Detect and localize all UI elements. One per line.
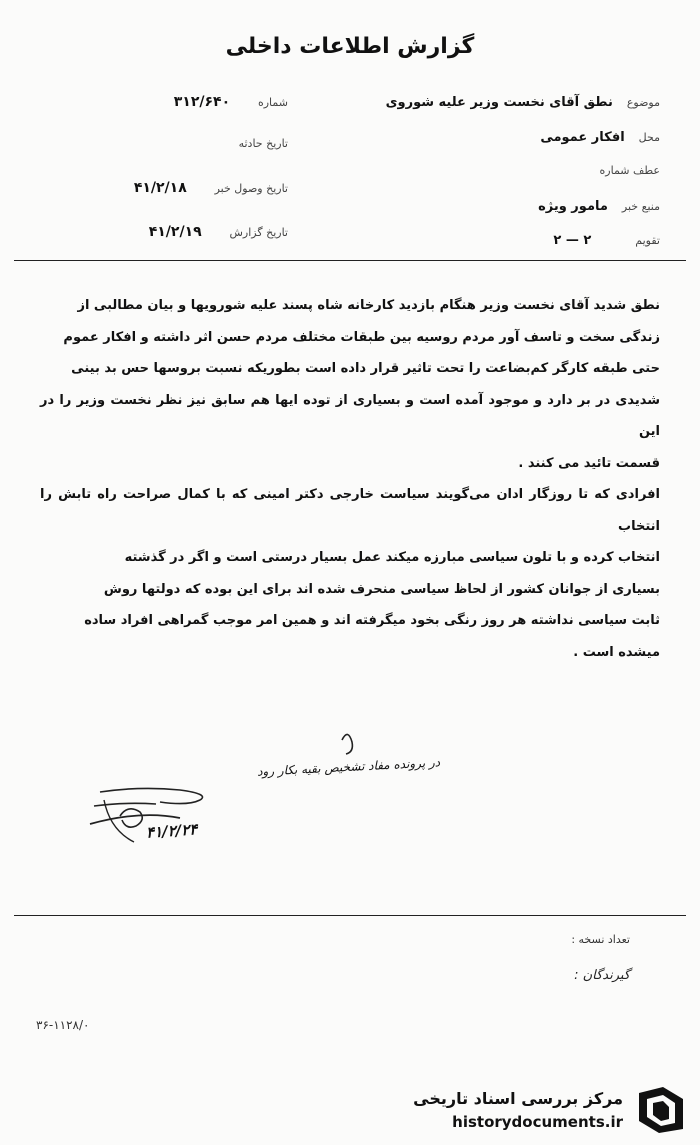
annotation-text: در پرونده مفاد تشخیص بقیه بکار رود — [256, 755, 441, 779]
logo-url: historydocuments.ir — [452, 1113, 623, 1131]
logo-title: مرکز بررسی اسناد تاریخی — [413, 1089, 623, 1108]
document-number: ۳۶-۱۱۲۸/۰ — [36, 1018, 90, 1032]
number-value: ۳۱۲/۶۴۰ — [173, 94, 231, 110]
body-line: شدیدی در بر دارد و موجود آمده است و بسیاری از توده ایها هم سابق نیز نظر نخست وزیر را در این — [40, 392, 660, 439]
logo-mark-icon — [633, 1085, 689, 1135]
place-value: افکار عمومی — [540, 130, 625, 145]
body-line: حتی طبقه کارگر کم‌بضاعت را تحت تاثیر قرار داده است بطوریکه نسبت بروسها حس بد بینی — [71, 361, 660, 376]
event-date-row — [229, 136, 288, 150]
number-row — [174, 94, 288, 110]
number-label: شماره — [257, 96, 288, 109]
body-line: قسمت تائید می کنند . — [518, 455, 660, 471]
annotation-date: ۴۱/۲/۲۴ — [145, 820, 198, 842]
body-line: بسیاری از جوانان کشور از لحاظ سیاسی منحرف شده اند برای این بوده که دولتها روش — [103, 581, 660, 597]
subject-row — [386, 94, 660, 110]
receive-date-label: تاریخ وصول خبر — [214, 182, 288, 195]
body-line: نطق شدید آقای نخست وزیر هنگام بازدید کارخانه شاه پسند علیه شورویها و بیان مطالبی از — [77, 298, 660, 313]
rating-label: تقویم — [635, 234, 660, 247]
body-line: ثابت سیاسی نداشته هر روز رنگی بخود میگرفته اند و همین امر موجب گمراهی افراد ساده — [84, 613, 660, 628]
report-body — [40, 290, 660, 668]
ref-label: عطف شماره — [599, 164, 660, 177]
report-date-value: ۴۱/۲/۱۹ — [148, 224, 202, 240]
handwritten-annotation — [80, 720, 440, 870]
recipients-label: گیرندگان : — [574, 968, 630, 983]
body-line: میشده است . — [573, 644, 660, 660]
report-title: گزارش اطلاعات داخلی — [225, 34, 475, 59]
header-divider — [14, 260, 686, 261]
body-line: انتخاب کرده و با تلون سیاسی مبارزه میکند عمل بسیار درستی است و اگر در گذشته — [124, 550, 660, 565]
place-row — [540, 129, 660, 145]
receive-date-row — [134, 180, 288, 196]
signature-scribble — [80, 720, 440, 870]
report-date-label: تاریخ گزارش — [229, 226, 288, 239]
archive-logo — [405, 1085, 695, 1140]
source-label: منبع خبر — [621, 200, 660, 213]
copies-label: تعداد نسخه : — [571, 933, 630, 946]
source-row — [538, 198, 660, 214]
body-line: زندگی سخت و تاسف آور مردم روسیه بین طبقات مختلف مردم حسن اثر داشته و افکار عموم — [63, 329, 660, 345]
receive-date-value: ۴۱/۲/۱۸ — [133, 180, 187, 196]
footer-divider — [14, 915, 686, 916]
rating-value: ۲ — ۲ — [553, 233, 592, 248]
event-date-label: تاریخ حادثه — [238, 137, 288, 150]
subject-label: موضوع — [626, 96, 660, 109]
place-label: محل — [638, 131, 660, 144]
rating-row — [553, 232, 660, 248]
subject-value: نطق آقای نخست وزیر علیه شوروی — [385, 95, 613, 110]
source-value: مامور ویژه — [538, 199, 608, 214]
ref-row — [590, 162, 660, 177]
report-date-row — [149, 224, 288, 240]
body-line: افرادی که تا روزگار ادان می‌گویند سیاست خارجی دکتر امینی که با کمال صراحت راه تابش را انتخاب — [40, 487, 660, 534]
